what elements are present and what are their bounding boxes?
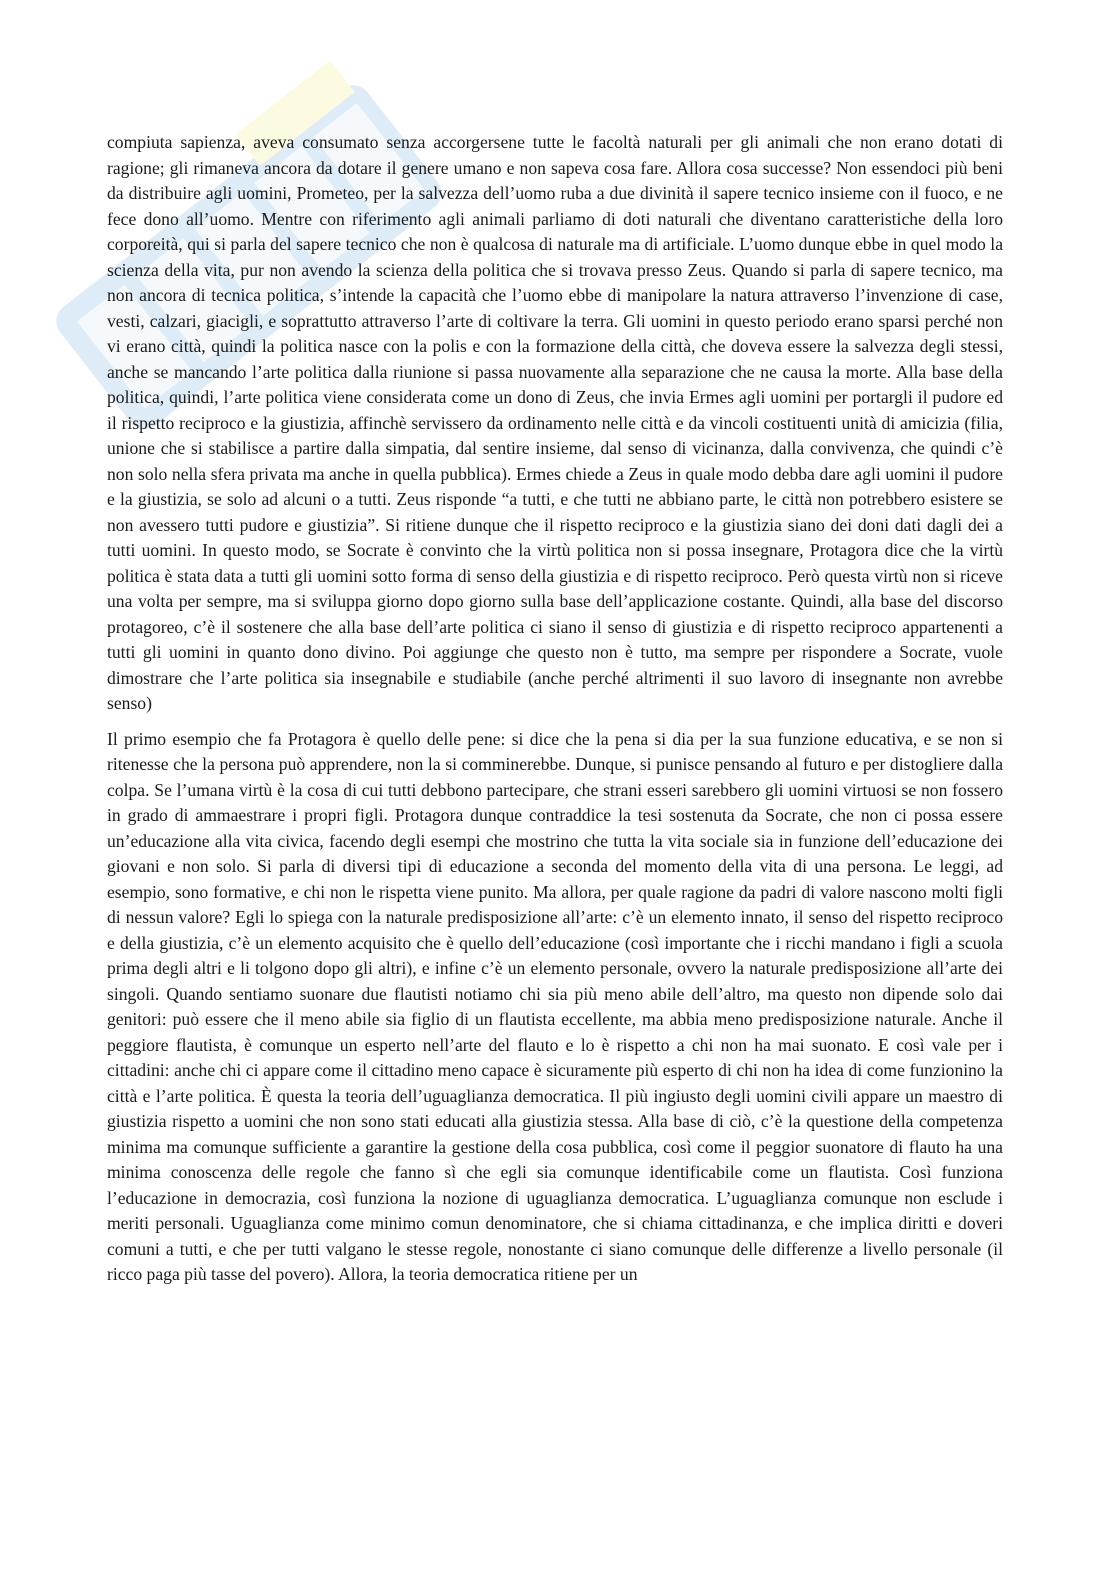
- paragraph: compiuta sapienza, aveva consumato senza accorgersene tutte le facoltà naturali per gli animali che non erano dotati di ragione; gli rimaneva ancora da dotare il genere umano e non sapeva cosa fare. Allora cosa successe? Non essendoci più beni da distribuire agli uomini, Prometeo, per la salvezza dell’uomo ruba a due divinità il sapere tecnico insieme con il fuoco, e ne fece dono all’uomo. Mentre con riferimento agli animali parliamo di doti naturali che diventano caratteristiche della loro corporeità, qui si parla del sapere tecnico che non è qualcosa di naturale ma di artificiale. L’uomo dunque ebbe in quel modo la scienza della vita, pur non avendo la scienza della politica che si trovava presso Zeus. Quando si parla di sapere tecnico, ma non ancora di tecnica politica, s’intende la capacità che l’uomo ebbe di manipolare la natura attraverso l’invenzione di case, vesti, calzari, giacigli, e soprattutto attraverso l’arte di coltivare la terra. Gli uomini in questo periodo erano sparsi perché non vi erano città, quindi la politica nasce con la polis e con la formazione della città, che doveva essere la salvezza degli stessi, anche se mancando l’arte politica dalla riunione si passa nuovamente alla separazione che ne causa la morte. Alla base della politica, quindi, l’arte politica viene considerata come un dono di Zeus, che invia Ermes agli uomini per portargli il pudore ed il rispetto reciproco e la giustizia, affinchè servissero da ordinamento nelle città e da vincoli costituenti unità di amicizia (filia, unione che si stabilisce a partire dalla simpatia, dal sentire insieme, dal senso di vicinanza, dalla convivenza, che quindi c’è non solo nella sfera privata ma anche in quella pubblica). Ermes chiede a Zeus in quale modo debba dare agli uomini il pudore e la giustizia, se solo ad alcuni o a tutti. Zeus risponde “a tutti, e che tutti ne abbiano parte, le città non potrebbero esistere se non avessero tutti pudore e giustizia”. Si ritiene dunque che il rispetto reciproco e la giustizia siano dei doni dati dagli dei a tutti uomini. In questo modo, se Socrate è convinto che la virtù politica non si possa insegnare, Protagora dice che la virtù politica è stata data a tutti gli uomini sotto forma di senso della giustizia e di rispetto reciproco. Però questa virtù non si riceve una volta per sempre, ma si sviluppa giorno dopo giorno sulla base dell’applicazione costante. Quindi, alla base del discorso protagoreo, c’è il sostenere che alla base dell’arte politica ci siano il senso di giustizia e di rispetto reciproco appartenenti a tutti gli uomini in quanto dono divino. Poi aggiunge che questo non è tutto, ma sempre per rispondere a Socrate, vuole dimostrare che l’arte politica sia insegnabile e studiabile (anche perché altrimenti il suo lavoro di insegnante non avrebbe senso): [107, 132, 1003, 713]
- document-body: [107, 130, 1003, 1288]
- paragraph: Il primo esempio che fa Protagora è quello delle pene: si dice che la pena si dia per la sua funzione educativa, e se non si ritenesse che la persona può apprendere, non la si comminerebbe. Dunque, si punisce pensando al futuro e per distogliere dalla colpa. Se l’umana virtù è la cosa di cui tutti debbono partecipare, che strani esseri sarebbero gli uomini virtuosi se non fossero in grado di ammaestrare i propri figli. Protagora dunque contraddice la tesi sostenuta da Socrate, che non ci possa essere un’educazione alla vita civica, facendo degli esempi che mostrino che tutta la vita sociale sia in funzione dell’educazione dei giovani e non solo. Si parla di diversi tipi di educazione a seconda del momento della vita di una persona. Le leggi, ad esempio, sono formative, e chi non le rispetta viene punito. Ma allora, per quale ragione da padri di valore nascono molti figli di nessun valore? Egli lo spiega con la naturale predisposizione all’arte: c’è un elemento innato, il senso del rispetto reciproco e della giustizia, c’è un elemento acquisito che è quello dell’educazione (così importante che i ricchi mandano i figli a scuola prima degli altri e li tolgono dopo gli altri), e infine c’è un elemento personale, ovvero la naturale predisposizione all’arte dei singoli. Quando sentiamo suonare due flautisti notiamo chi sia più meno abile dell’altro, ma questo non dipende solo dai genitori: può essere che il meno abile sia figlio di un flautista eccellente, ma abbia meno predisposizione naturale. Anche il peggiore flautista, è comunque un esperto nell’arte del flauto e lo è rispetto a chi non ha mai suonato. E così vale per i cittadini: anche chi ci appare come il cittadino meno capace è sicuramente più esperto di chi non ha idea di come funzionino la città e l’arte politica. È questa la teoria dell’uguaglianza democratica. Il più ingiusto degli uomini civili appare un maestro di giustizia rispetto a uomini che non sono stati educati alla giustizia stessa. Alla base di ciò, c’è la questione della competenza minima ma comunque sufficiente a garantire la gestione della cosa pubblica, così come il peggior suonatore di flauto ha una minima conoscenza delle regole che fanno sì che egli sia comunque identificabile come un flautista. Così funziona l’educazione in democrazia, così funziona la nozione di uguaglianza democratica. L’uguaglianza comunque non esclude i meriti personali. Uguaglianza come minimo comun denominatore, che si chiama cittadinanza, e che implica diritti e doveri comuni a tutti, e che per tutti valgano le stesse regole, nonostante ci siano comunque delle differenze a livello personale (il ricco paga più tasse del povero). Allora, la teoria democratica ritiene per un: [107, 728, 1003, 1284]
